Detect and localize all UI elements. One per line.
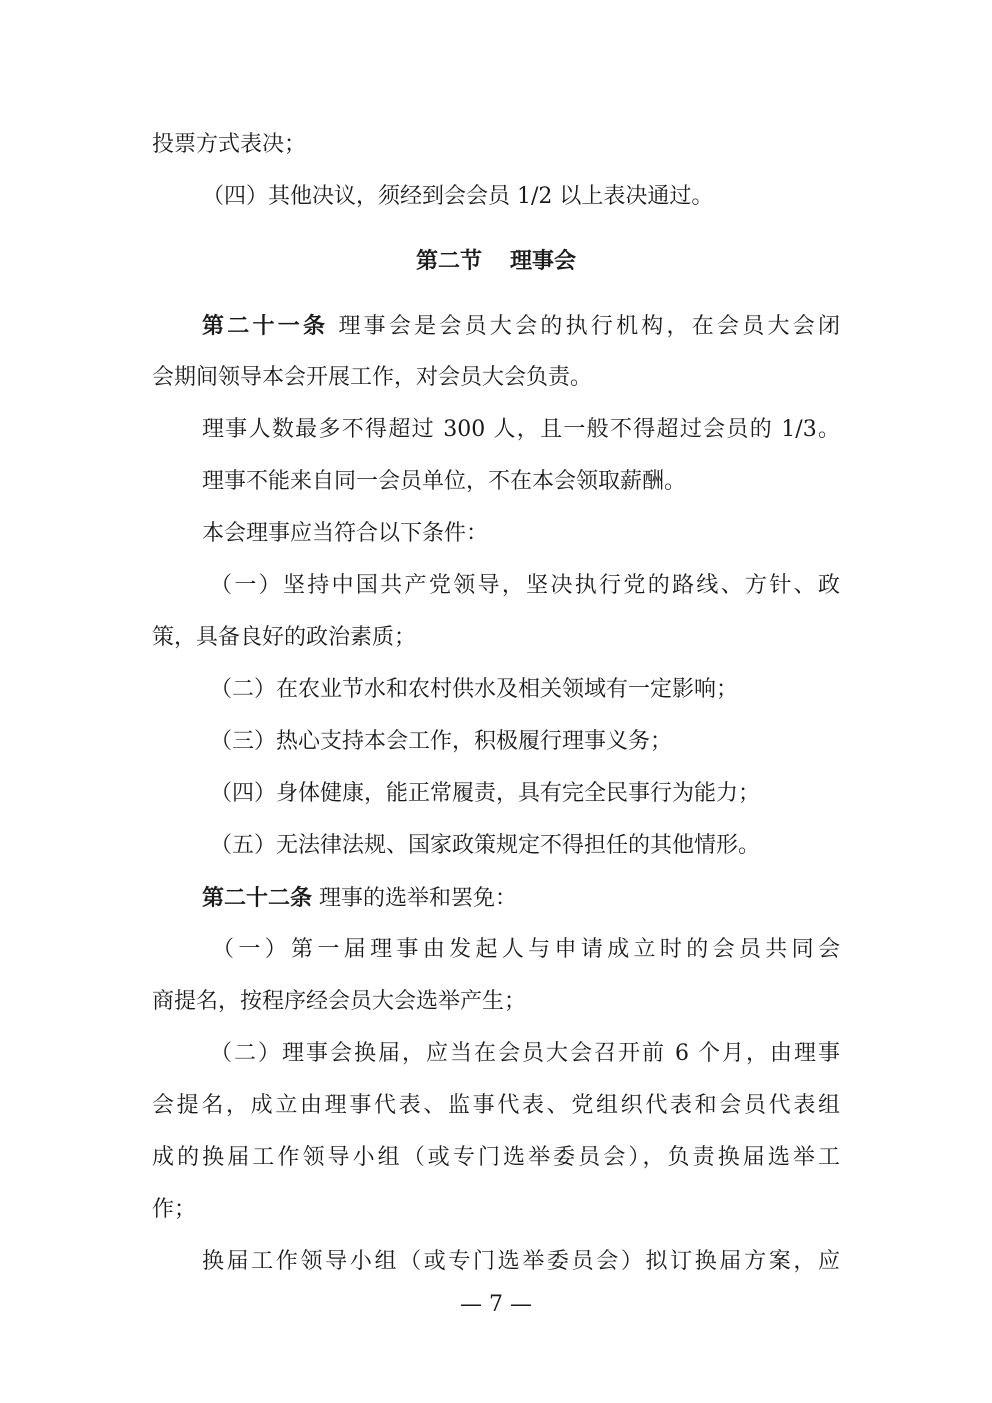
text-line: （五）无法律法规、国家政策规定不得担任的其他情形。 bbox=[210, 833, 761, 858]
text-line: 换届工作领导小组（或专门选举委员会）拟订换届方案，应 bbox=[202, 1249, 840, 1274]
text-line: 理事人数最多不得超过 300 人，且一般不得超过会员的 1/3。 bbox=[202, 417, 840, 442]
text-line: （一）第一届理事由发起人与申请成立时的会员共同会 bbox=[212, 937, 840, 962]
text-line: 投票方式表决； bbox=[152, 132, 307, 157]
text-line: （四）身体健康，能正常履责，具有完全民事行为能力； bbox=[210, 781, 761, 806]
section-title: 理事会 bbox=[510, 248, 577, 274]
text-line: （四）其他决议，须经到会会员 1/2 以上表决通过。 bbox=[202, 184, 714, 209]
article-21 bbox=[202, 311, 840, 342]
text-line: （一）坚持中国共产党领导，坚决执行党的路线、方针、政 bbox=[210, 573, 840, 598]
text-line: （二）在农业节水和农村供水及相关领域有一定影响； bbox=[210, 677, 739, 702]
text-line: （三）热心支持本会工作，积极履行理事义务； bbox=[210, 729, 673, 754]
text-line: 本会理事应当符合以下条件： bbox=[202, 521, 489, 546]
text-line: 理事不能来自同一会员单位，不在本会领取薪酬。 bbox=[202, 469, 687, 494]
text-line: （二）理事会换届，应当在会员大会召开前 6 个月，由理事 bbox=[210, 1041, 840, 1066]
text: 理事的选举和罢免： bbox=[319, 886, 518, 911]
text-line: 会期间领导本会开展工作，对会员大会负责。 bbox=[152, 365, 593, 390]
article-22 bbox=[202, 883, 840, 914]
article-label: 第二十一条 bbox=[202, 313, 329, 339]
page-number: — 7 — bbox=[460, 1292, 532, 1317]
text-line: 作； bbox=[152, 1197, 197, 1222]
text-line: 成的换届工作领导小组（或专门选举委员会），负责换届选举工 bbox=[152, 1145, 840, 1170]
section-number: 第二节 bbox=[415, 248, 482, 274]
section-heading bbox=[0, 246, 992, 276]
text-line: 商提名，按程序经会员大会选举产生； bbox=[152, 989, 527, 1014]
text: 理事会是会员大会的执行机构，在会员大会闭 bbox=[338, 314, 840, 339]
article-label: 第二十二条 bbox=[202, 885, 313, 911]
text-line: 会提名，成立由理事代表、监事代表、党组织代表和会员代表组 bbox=[152, 1093, 840, 1118]
text-line: 策，具备良好的政治素质； bbox=[152, 625, 417, 650]
